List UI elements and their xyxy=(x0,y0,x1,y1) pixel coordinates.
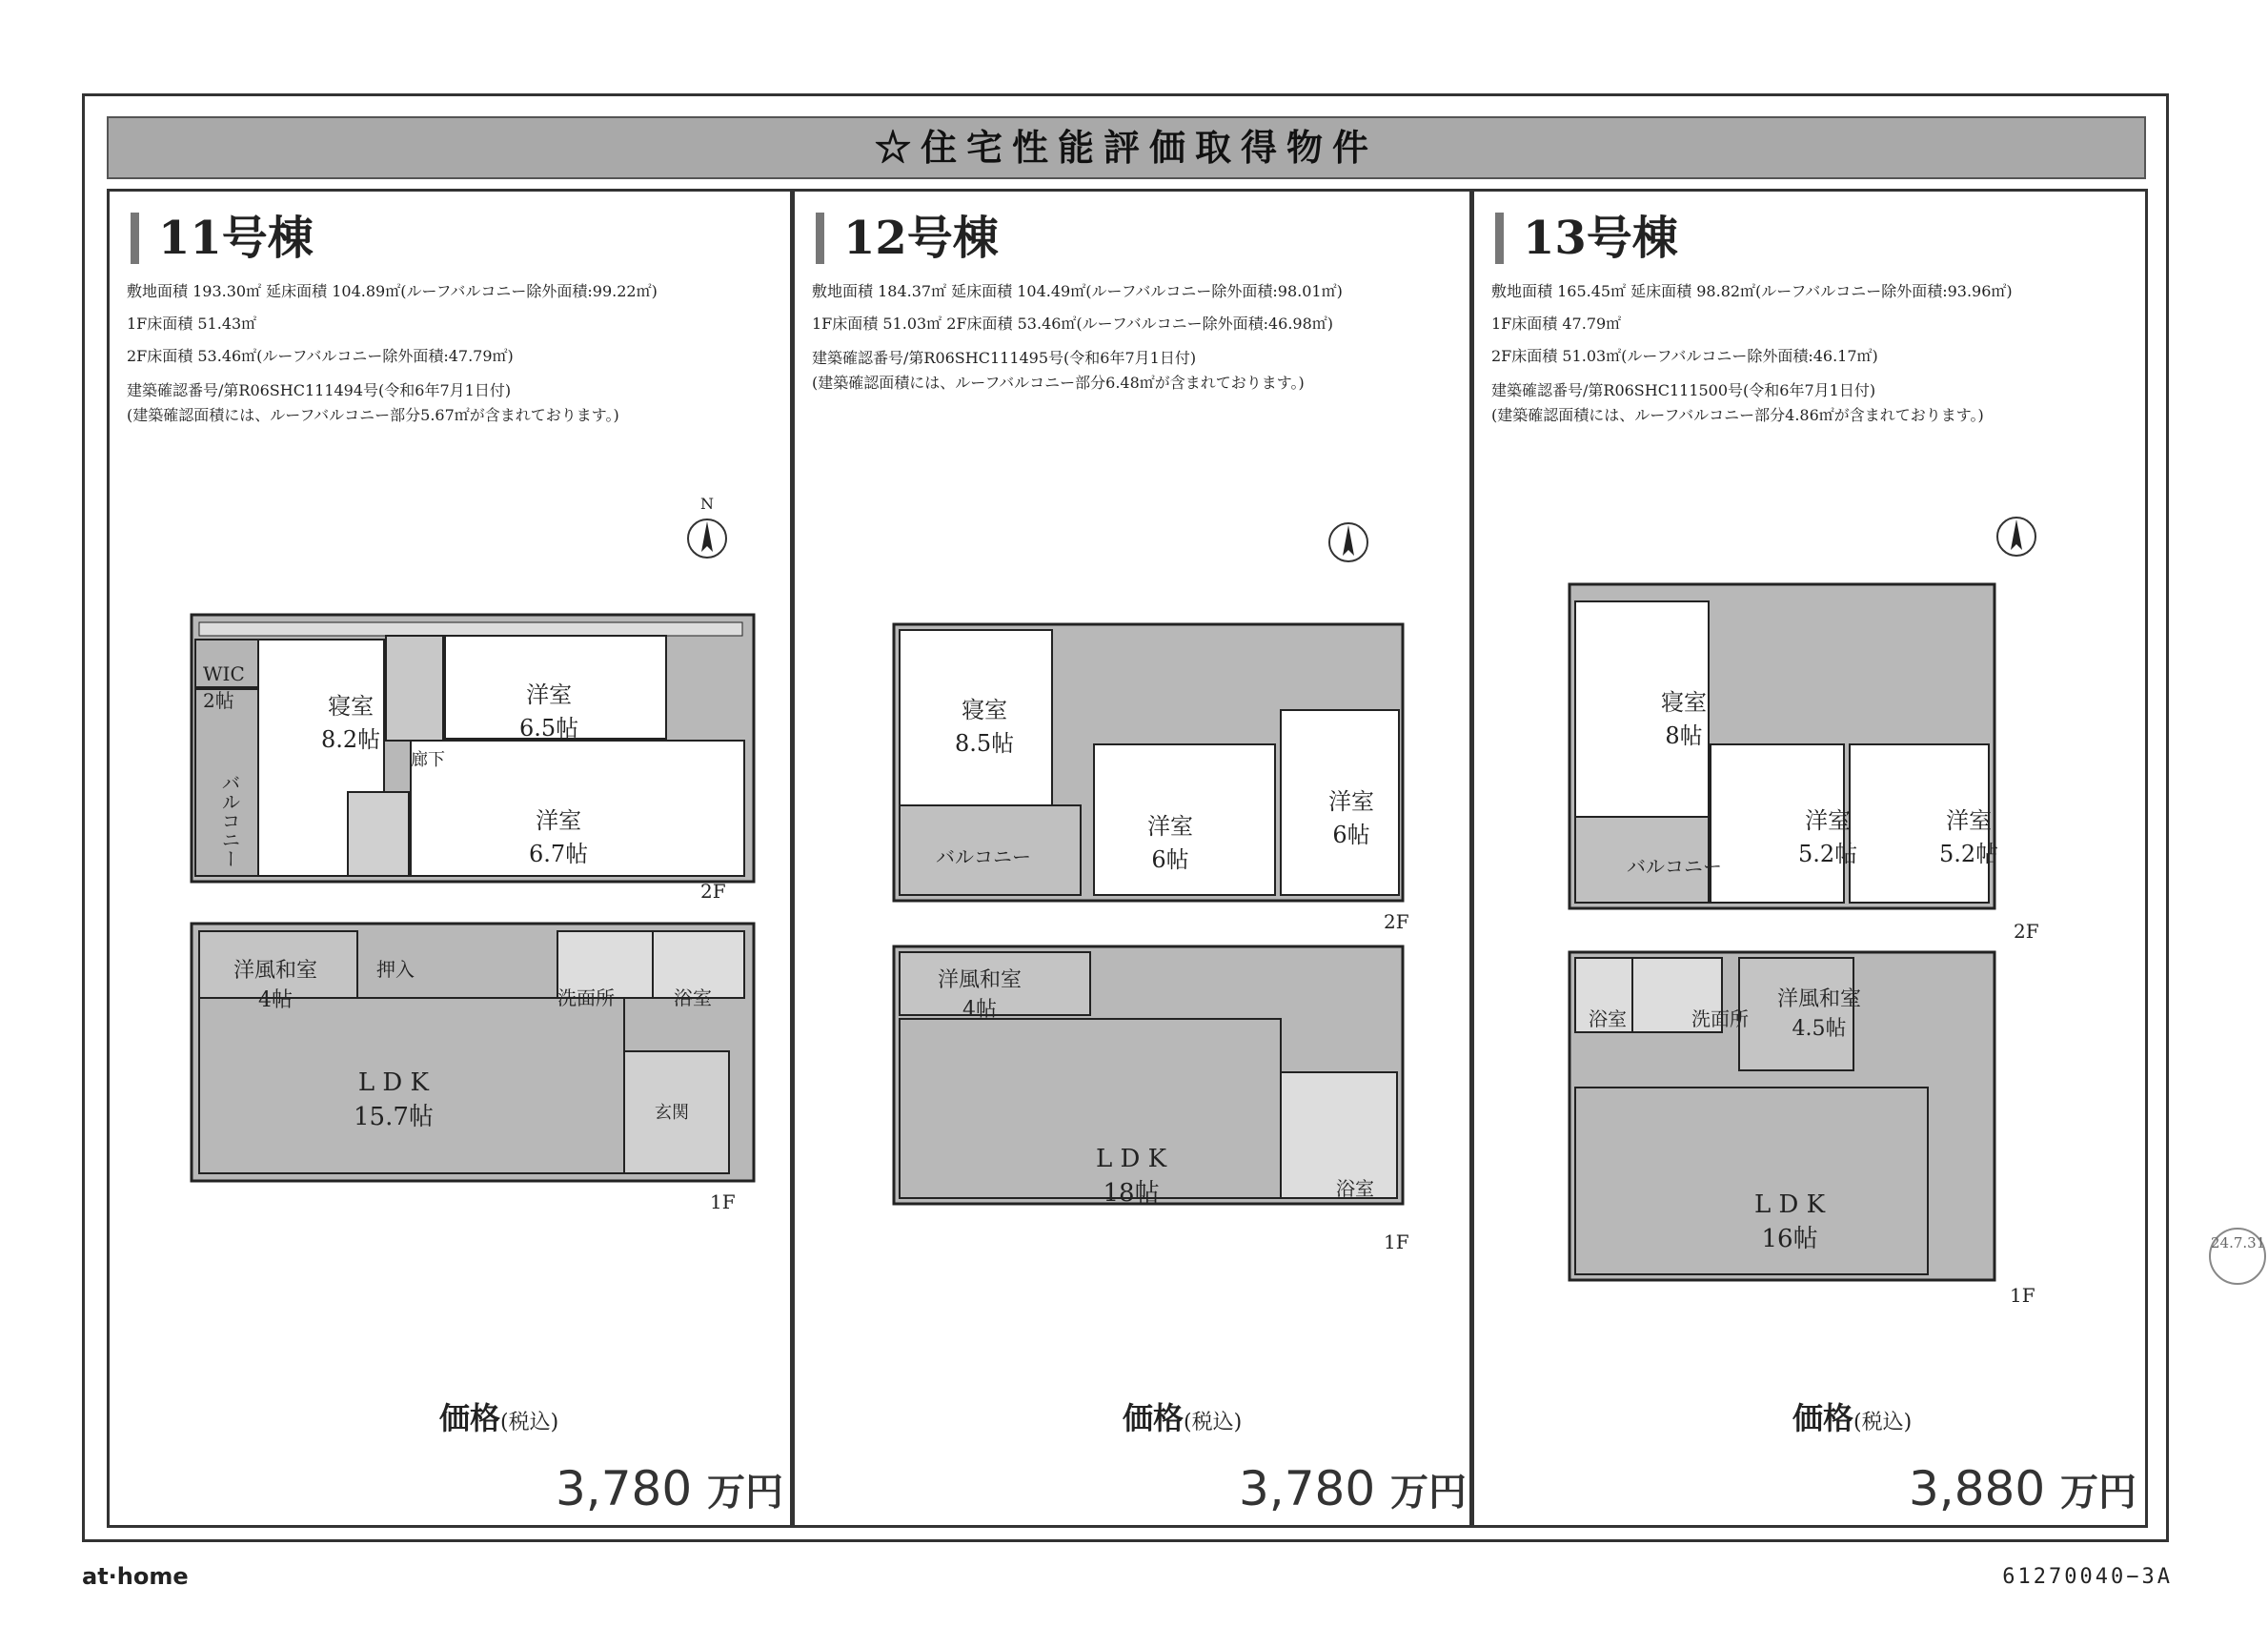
spec-line: 敷地面積 193.30㎡ 延床面積 104.89㎡(ルーフバルコニー除外面積:99.22㎡) xyxy=(127,282,658,300)
room-label: L D K 16帖 xyxy=(1754,1190,1826,1253)
price-value: 3,880 万円 xyxy=(1909,1461,2137,1516)
spec-line: (建築確認面積には、ルーフバルコニー部分4.86㎡が含まれております。) xyxy=(1491,406,1984,424)
floor-label-1f: 1F xyxy=(2010,1284,2035,1307)
price-label: 価格(税込) xyxy=(1123,1400,1243,1436)
spec-line: (建築確認面積には、ルーフバルコニー部分6.48㎡が含まれております。) xyxy=(812,374,1305,392)
spec-line: 敷地面積 165.45㎡ 延床面積 98.82㎡(ルーフバルコニー除外面積:93.96㎡) xyxy=(1491,282,2013,300)
room-label: 洋室 6.7帖 xyxy=(529,807,589,867)
room-label: 廊下 xyxy=(411,750,445,770)
athome-logo: at·home xyxy=(82,1563,189,1590)
room-label: 洗面所 xyxy=(557,986,615,1009)
room-label: 寝室 8帖 xyxy=(1661,689,1707,749)
spec-line: 建築確認番号/第R06SHC111494号(令和6年7月1日付) xyxy=(127,381,512,399)
room-label: 浴室 xyxy=(1589,1007,1627,1030)
room-label: L D K 15.7帖 xyxy=(354,1068,434,1131)
room-label: バルコニー xyxy=(936,845,1031,868)
floor-label-1f: 1F xyxy=(710,1190,736,1213)
date-stamp: 24.7.31 xyxy=(2209,1228,2266,1285)
room-label: 押入 xyxy=(376,958,415,981)
unit-13-panel xyxy=(1471,189,2148,1528)
spec-line: (建築確認面積には、ルーフバルコニー部分5.67㎡が含まれております。) xyxy=(127,406,619,424)
room-label: WIC 2帖 xyxy=(203,662,245,712)
spec-line: 2F床面積 51.03㎡(ルーフバルコニー除外面積:46.17㎡) xyxy=(1491,347,1878,365)
spec-line: 建築確認番号/第R06SHC111495号(令和6年7月1日付) xyxy=(812,349,1197,367)
unit-title: 12号棟 xyxy=(816,213,999,264)
room-label: 寝室 8.2帖 xyxy=(321,693,381,753)
room-label: バルコニー xyxy=(1627,855,1722,878)
floor-label-1f: 1F xyxy=(1384,1230,1409,1253)
spec-line: 1F床面積 51.43㎡ xyxy=(127,315,257,333)
room-label: 洋風和室 4帖 xyxy=(938,968,1023,1022)
spec-line: 1F床面積 47.79㎡ xyxy=(1491,315,1622,333)
spec-line: 1F床面積 51.03㎡ 2F床面積 53.46㎡(ルーフバルコニー除外面積:46.98㎡) xyxy=(812,315,1334,333)
north-label: N xyxy=(700,495,714,513)
room-label: 洋室 6帖 xyxy=(1328,788,1374,848)
room-label: 洋室 6.5帖 xyxy=(519,681,579,742)
room-label: バルコニー xyxy=(218,773,241,868)
room-label: 洋室 6帖 xyxy=(1147,813,1193,873)
room-label: 玄関 xyxy=(655,1103,689,1123)
price-label: 価格(税込) xyxy=(439,1400,559,1436)
spec-line: 2F床面積 53.46㎡(ルーフバルコニー除外面積:47.79㎡) xyxy=(127,347,514,365)
spec-line: 建築確認番号/第R06SHC111500号(令和6年7月1日付) xyxy=(1491,381,1876,399)
floor-label-2f: 2F xyxy=(1384,910,1409,933)
spec-line: 敷地面積 184.37㎡ 延床面積 104.49㎡(ルーフバルコニー除外面積:98.01㎡) xyxy=(812,282,1343,300)
room-label: 浴室 xyxy=(1336,1177,1374,1200)
room-label: 洋室 5.2帖 xyxy=(1798,807,1858,867)
floor-label-2f: 2F xyxy=(2014,920,2039,943)
unit-title: 13号棟 xyxy=(1495,213,1678,264)
banner-title: ☆住宅性能評価取得物件 xyxy=(107,116,2146,179)
unit-12-panel xyxy=(792,189,1472,1528)
price-value: 3,780 万円 xyxy=(556,1461,784,1516)
floor-plan-1f xyxy=(119,918,786,1204)
room-label: L D K 18帖 xyxy=(1096,1145,1167,1208)
room-label: 寝室 8.5帖 xyxy=(955,697,1015,757)
floor-label-2f: 2F xyxy=(700,880,726,903)
north-arrow-icon xyxy=(1326,502,1370,569)
document-code: 61270040−3A xyxy=(2002,1565,2173,1589)
room-label: 浴室 xyxy=(674,986,712,1009)
room-label: 洋室 5.2帖 xyxy=(1939,807,1999,867)
room-label: 洋風和室 4.5帖 xyxy=(1777,987,1862,1041)
north-arrow-icon xyxy=(1995,497,2038,563)
price-label: 価格(税込) xyxy=(1792,1400,1913,1436)
unit-title: 11号棟 xyxy=(131,213,314,264)
price-value: 3,780 万円 xyxy=(1239,1461,1468,1516)
room-label: 洗面所 xyxy=(1691,1007,1749,1030)
room-label: 洋風和室 4帖 xyxy=(233,959,318,1012)
unit-11-panel xyxy=(107,189,793,1528)
